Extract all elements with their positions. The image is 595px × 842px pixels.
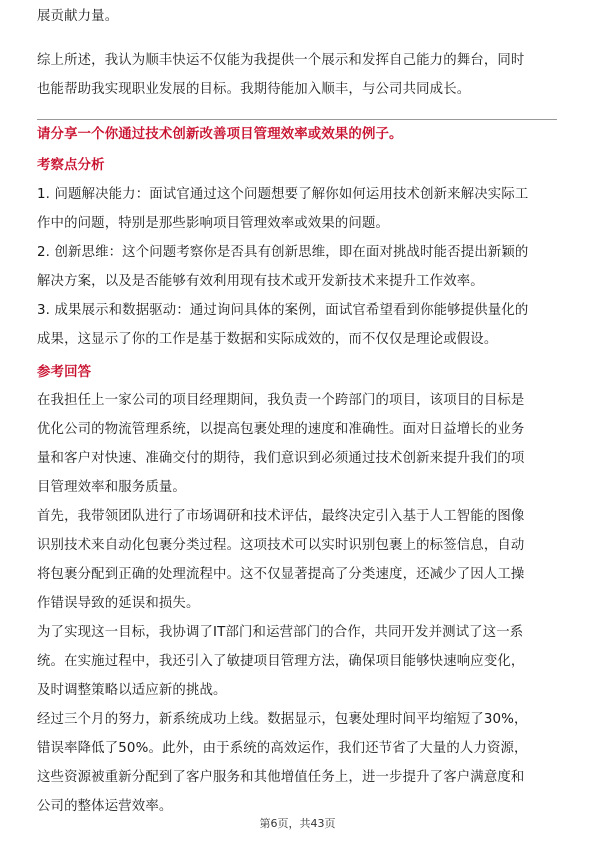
body-text-line: 量和客户对快速、准确交付的期待，我们意识到必须通过技术创新来提升我们的项: [37, 451, 525, 466]
body-text-line: 错误率降低了50%。此外，由于系统的高效运作，我们还节省了大量的人力资源，: [37, 741, 528, 756]
body-text-line: 3. 成果展示和数据驱动：通过询问具体的案例，面试官希望看到你能够提供量化的: [37, 303, 529, 318]
body-text-line: 公司的整体运营效率。: [37, 799, 173, 814]
body-text-line: 目管理效率和服务质量。: [37, 480, 186, 495]
answer-heading: 参考回答: [37, 365, 92, 380]
body-text-line: 将包裹分配到正确的处理流程中。这不仅显著提高了分类速度，还减少了因人工操: [37, 567, 525, 582]
body-text-line: 识别技术来自动化包裹分类过程。这项技术可以实时识别包裹上的标签信息，自动: [37, 538, 525, 553]
body-text-line: 1. 问题解决能力：面试官通过这个问题想要了解你如何运用技术创新来解决实际工: [37, 187, 529, 202]
body-text-line: 作错误导致的延误和损失。: [37, 596, 200, 611]
body-text-line: 也能帮助我实现职业发展的目标。我期待能加入顺丰，与公司共同成长。: [37, 82, 471, 97]
body-text-line: 优化公司的物流管理系统，以提高包裹处理的速度和准确性。面对日益增长的业务: [37, 422, 525, 437]
question-heading: 请分享一个你通过技术创新改善项目管理效率或效果的例子。: [37, 127, 403, 142]
body-text-line: 2. 创新思维：这个问题考察你是否具有创新思维，即在面对挑战时能否提出新颖的: [37, 245, 529, 260]
section-divider: [37, 119, 557, 120]
body-text-line: 为了实现这一目标，我协调了IT部门和运营部门的合作，共同开发并测试了这一系: [37, 625, 524, 640]
analysis-heading: 考察点分析: [37, 158, 105, 173]
page-number: 第6页，共43页: [259, 817, 336, 830]
body-text-line: 统。在实施过程中，我还引入了敏捷项目管理方法，确保项目能够快速响应变化，: [37, 654, 525, 669]
body-text-line: 首先，我带领团队进行了市场调研和技术评估，最终决定引入基于人工智能的图像: [37, 509, 525, 524]
body-text-line: 解决方案，以及是否能够有效利用现有技术或开发新技术来提升工作效率。: [37, 274, 484, 289]
body-text-line: 综上所述，我认为顺丰快运不仅能为我提供一个展示和发挥自己能力的舞台，同时: [37, 53, 525, 68]
body-text-line: 作中的问题，特别是那些影响项目管理效率或效果的问题。: [37, 216, 390, 231]
body-text-line: 展贡献力量。: [37, 9, 119, 24]
body-text-line: 经过三个月的努力，新系统成功上线。数据显示，包裹处理时间平均缩短了30%，: [37, 712, 528, 727]
body-text-line: 在我担任上一家公司的项目经理期间，我负责一个跨部门的项目，该项目的目标是: [37, 393, 525, 408]
body-text-line: 这些资源被重新分配到了客户服务和其他增值任务上，进一步提升了客户满意度和: [37, 770, 525, 785]
body-text-line: 成果，这显示了你的工作是基于数据和实际成效的，而不仅仅是理论或假设。: [37, 332, 498, 347]
body-text-line: 及时调整策略以适应新的挑战。: [37, 683, 227, 698]
